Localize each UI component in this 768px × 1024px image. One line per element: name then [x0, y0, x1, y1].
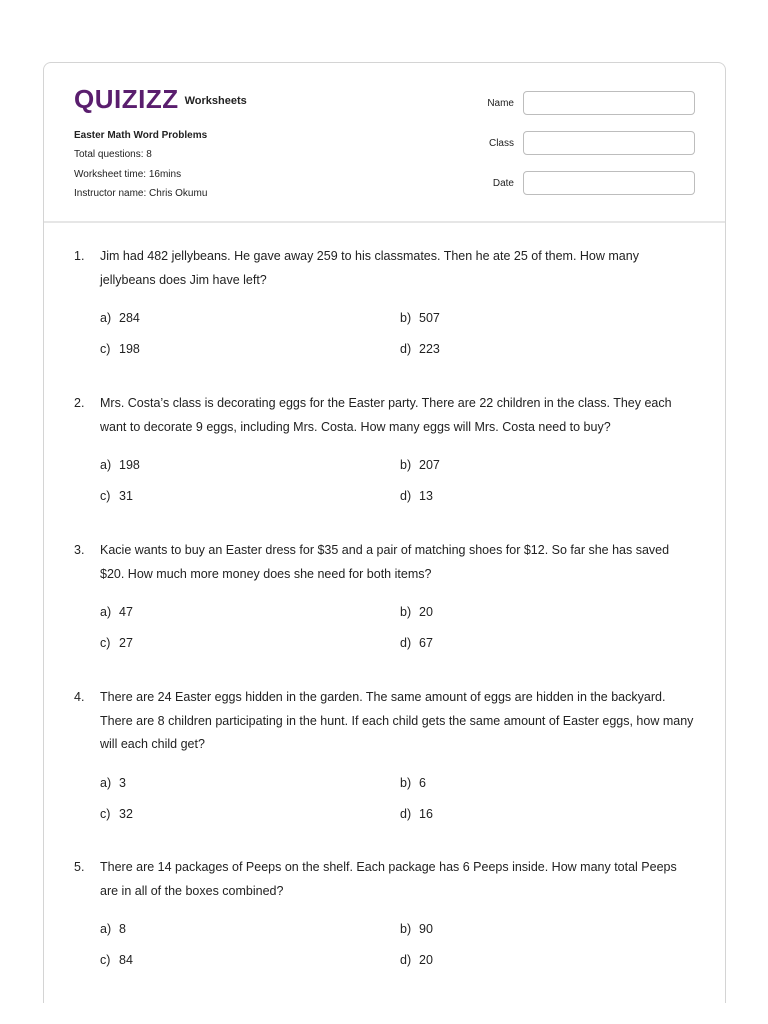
name-label: Name [487, 97, 514, 109]
answer-option-a[interactable] [100, 604, 133, 620]
answer-option-d[interactable] [400, 806, 433, 822]
answer-options [100, 596, 694, 658]
answer-option-d[interactable] [400, 488, 433, 504]
brand-subtitle: Worksheets [184, 95, 247, 107]
option-value: 27 [119, 636, 133, 650]
answer-option-d[interactable] [400, 952, 433, 968]
option-letter: c) [100, 636, 111, 650]
option-letter: d) [400, 342, 412, 356]
option-value: 198 [119, 342, 140, 356]
option-value: 8 [119, 922, 126, 936]
question-1 [74, 245, 694, 364]
option-letter: c) [100, 489, 111, 503]
option-letter: b) [400, 775, 412, 790]
name-field [474, 91, 695, 115]
answer-option-a[interactable] [100, 457, 140, 473]
question-number: 3. [74, 543, 85, 557]
name-input[interactable] [523, 91, 695, 115]
option-letter: c) [100, 953, 111, 967]
question-number: 1. [74, 249, 85, 263]
option-value: 84 [119, 953, 133, 967]
option-letter: a) [100, 458, 112, 472]
total-questions: Total questions: 8 [74, 149, 152, 161]
option-value: 3 [119, 775, 126, 790]
answer-option-b[interactable] [400, 775, 426, 791]
option-letter: c) [100, 806, 111, 821]
option-letter: a) [100, 922, 112, 936]
option-value: 67 [419, 636, 433, 650]
instructor-name: Instructor name: Chris Okumu [74, 187, 208, 199]
question-text: Jim had 482 jellybeans. He gave away 259 to his classmates. Then he ate 25 of them. How many jellybeans does Jim have left? [100, 249, 639, 287]
option-letter: d) [400, 489, 412, 503]
class-field [474, 131, 695, 155]
date-label: Date [492, 177, 514, 189]
answer-option-a[interactable] [100, 775, 126, 791]
option-value: 32 [119, 806, 133, 821]
question-number: 2. [74, 396, 85, 410]
question-number: 4. [74, 690, 85, 704]
worksheet-time: Worksheet time: 16mins [74, 168, 182, 180]
question-text: There are 24 Easter eggs hidden in the garden. The same amount of eggs are hidden in the backyard. There are 8 children participating in the hunt. If each child gets the same amount of Easter eggs, how many will each child get? [100, 690, 694, 751]
answer-option-c[interactable] [100, 635, 133, 651]
date-field [474, 171, 695, 195]
option-value: 90 [419, 922, 433, 936]
answer-option-a[interactable] [100, 310, 140, 326]
option-value: 47 [119, 605, 133, 619]
option-value: 6 [419, 775, 426, 790]
option-letter: d) [400, 953, 412, 967]
answer-options [100, 302, 694, 364]
option-value: 31 [119, 489, 133, 503]
option-value: 16 [419, 806, 433, 821]
worksheet-page [43, 62, 726, 1003]
answer-option-b[interactable] [400, 604, 433, 620]
option-value: 507 [419, 311, 440, 325]
answer-options [100, 913, 694, 975]
answer-option-d[interactable] [400, 635, 433, 651]
class-input[interactable] [523, 131, 695, 155]
answer-option-c[interactable] [100, 952, 133, 968]
answer-option-c[interactable] [100, 341, 140, 357]
answer-option-b[interactable] [400, 457, 440, 473]
question-text: There are 14 packages of Peeps on the shelf. Each package has 6 Peeps inside. How many total Peeps are in all of the boxes combined? [100, 860, 677, 898]
worksheet-header [44, 63, 725, 223]
option-letter: a) [100, 605, 112, 619]
option-letter: a) [100, 311, 112, 325]
answer-options [100, 449, 694, 511]
option-letter: d) [400, 806, 412, 821]
option-value: 20 [419, 605, 433, 619]
option-value: 13 [419, 489, 433, 503]
option-letter: b) [400, 605, 412, 619]
date-input[interactable] [523, 171, 695, 195]
brand-name: QUIZIZZ [74, 84, 179, 114]
worksheet-title: Easter Math Word Problems [74, 130, 208, 141]
question-text: Kacie wants to buy an Easter dress for $35 and a pair of matching shoes for $12. So far she has saved $20. How much more money does she need for both items? [100, 543, 670, 581]
answer-option-c[interactable] [100, 488, 133, 504]
option-letter: b) [400, 922, 412, 936]
option-letter: a) [100, 775, 112, 790]
option-letter: b) [400, 458, 412, 472]
question-number: 5. [74, 860, 85, 874]
option-letter: d) [400, 636, 412, 650]
option-letter: b) [400, 311, 412, 325]
option-value: 20 [419, 953, 433, 967]
option-value: 207 [419, 458, 440, 472]
option-value: 223 [419, 342, 440, 356]
question-4 [74, 686, 694, 829]
answer-option-b[interactable] [400, 310, 440, 326]
answer-option-d[interactable] [400, 341, 440, 357]
option-value: 284 [119, 311, 140, 325]
question-text: Mrs. Costa’s class is decorating eggs for the Easter party. There are 22 children in the class. They each want to decorate 9 eggs, including Mrs. Costa. How many eggs will Mrs. Costa need to buy? [100, 396, 672, 434]
worksheet-meta [74, 126, 207, 203]
option-value: 198 [119, 458, 140, 472]
answer-option-a[interactable] [100, 921, 126, 937]
answer-option-b[interactable] [400, 921, 433, 937]
brand-logo [74, 85, 247, 113]
question-3 [74, 539, 694, 658]
question-5 [74, 856, 694, 975]
answer-options [100, 767, 694, 829]
answer-option-c[interactable] [100, 806, 133, 822]
question-2 [74, 392, 694, 511]
class-label: Class [488, 137, 514, 149]
option-letter: c) [100, 342, 111, 356]
